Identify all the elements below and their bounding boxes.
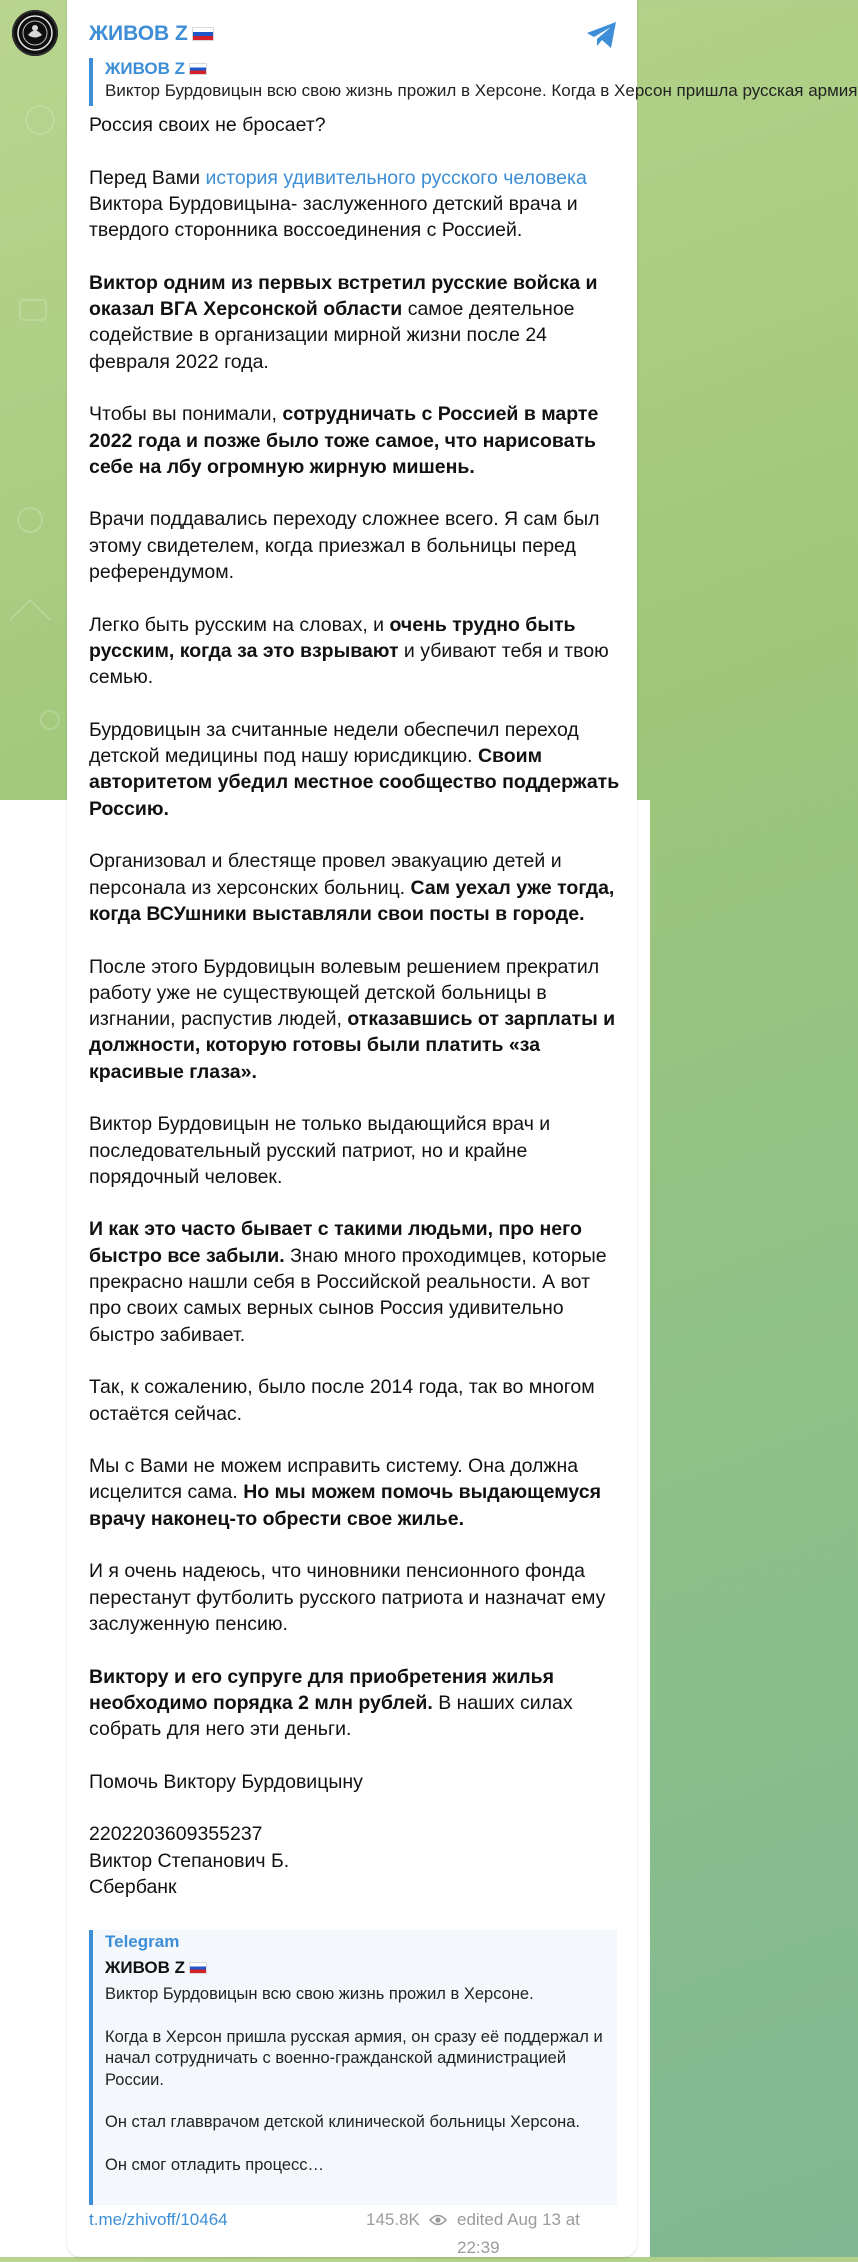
paragraph (89, 270, 625, 375)
preview-line: Он смог отладить процесс… (105, 2155, 325, 2174)
paragraph (89, 165, 625, 244)
paragraph (89, 1374, 625, 1427)
paragraph (89, 848, 625, 927)
bold-text: Своим авторитетом убедил местное сообщество поддержать Россию. (89, 745, 620, 820)
text: Виктор Бурдовицын не только выдающийся врач и последовательный русский патриот, но и крайне порядочный человек. (89, 1113, 551, 1188)
bold-text: Виктору и его супруге для приобретения жилья необходимо порядка 2 млн рублей. (89, 1665, 554, 1714)
paragraph (89, 1664, 625, 1743)
story-link[interactable]: история удивительного русского человека (205, 166, 587, 189)
text: самое деятельное содействие в организации мирной жизни после 24 февраля 2022 года. (89, 298, 575, 373)
reply-title-text: ЖИВОВ Z (105, 59, 186, 78)
text: Россия своих не бросает? (89, 114, 326, 136)
reply-text: Виктор Бурдовицын всю свою жизнь прожил в Херсоне. Когда в Херсон пришла русская армия (105, 81, 858, 100)
text: Перед Вами (89, 166, 206, 189)
paragraph (89, 612, 625, 691)
paragraph (89, 401, 625, 480)
paragraph (89, 717, 625, 822)
reply-title (105, 58, 617, 79)
text: Организовал и блестяще провел эвакуацию детей и персонала из херсонских больниц. (89, 850, 562, 899)
reply-quote[interactable] (89, 58, 858, 106)
card-number[interactable]: 2202203609355237 (89, 1823, 263, 1846)
post-link[interactable]: t.me/zhivoff/10464 (89, 2210, 228, 2229)
post-text (89, 112, 625, 1900)
text: Так, к сожалению, было после 2014 года, так во многом остаётся сейчас. (89, 1376, 595, 1425)
text: Врачи поддавались переходу сложнее всего. Я сам был этому свидетелем, когда приезжал в больницы перед референдумом. (89, 508, 600, 584)
bank-name: Сбербанк (89, 1875, 177, 1898)
bold-text: Сам уехал уже тогда, когда ВСУшники выставляли свои посты в городе. (89, 876, 615, 925)
text: В наших силах собрать для него эти деньги. (89, 1691, 573, 1741)
channel-avatar[interactable] (12, 10, 58, 56)
paragraph (89, 1558, 625, 1637)
paragraph (89, 506, 625, 585)
text: Легко быть русским на словах, и (89, 613, 390, 636)
paragraph (89, 1111, 625, 1190)
channel-name[interactable] (89, 22, 214, 46)
text: и убивают тебя и твою семью. (89, 639, 609, 689)
eye-icon (429, 2213, 447, 2227)
bold-text: отказавшись от зарплаты и должности, которую готовы были платить «за красивые глаза». (89, 1008, 616, 1083)
russian-flag-icon (189, 1962, 207, 1974)
edited-timestamp: edited Aug 13 at 22:39 (457, 2210, 580, 2257)
text: После этого Бурдовицын волевым решением прекратил работу уже не существующей детской больницы в изгнании, распустив людей, (89, 955, 600, 1031)
telegram-share-icon[interactable] (585, 20, 619, 50)
bold-text: Но мы можем помочь выдающемуся врачу наконец-то обрести свое жилье. (89, 1481, 601, 1530)
text: Бурдовицын за считанные недели обеспечил переход детской медицины под нашу юрисдикцию. (89, 718, 579, 768)
paragraph (89, 954, 625, 1085)
preview-title-text: ЖИВОВ Z (105, 1958, 186, 1977)
bold-text: И как это часто бывает с такими людьми, про него быстро все забыли. (89, 1218, 582, 1267)
paragraph (89, 112, 625, 138)
preview-title (105, 1956, 617, 1979)
bold-text: сотрудничать с Россией в марте 2022 года и позже было тоже самое, что нарисовать себе на лбу огромную жирную мишень. (89, 403, 599, 478)
bold-text: Виктор одним из первых встретил русские войска и оказал ВГА Херсонской области (89, 271, 598, 321)
text: Помочь Виктору Бурдовицыну (89, 1770, 363, 1793)
view-count: 145.8K (366, 2210, 420, 2229)
preview-line: Он стал главврачом детской клинической больницы Херсона. (105, 2113, 581, 2131)
preview-description (105, 1984, 617, 2176)
text: Виктора Бурдовицына- заслуженного детский врача и твердого сторонника воссоединения с Россией. (89, 192, 578, 242)
russian-flag-icon (192, 27, 214, 41)
text: Мы с Вами не можем исправить систему. Она должна исцелится сама. (89, 1455, 579, 1504)
paragraph (89, 1453, 625, 1532)
text: Чтобы вы понимали, (89, 403, 283, 426)
bold-text: очень трудно быть русским, когда за это взрывают (89, 613, 576, 662)
message-footer (89, 2206, 619, 2257)
preview-site: Telegram (105, 1932, 180, 1951)
paragraph (89, 1216, 625, 1347)
preview-line: Когда в Херсон пришла русская армия, он сразу её поддержал и начал сотрудничать с военно-гражданской администрацией России. (105, 2027, 603, 2089)
channel-name-text: ЖИВОВ Z (89, 22, 188, 45)
text: Знаю много проходимцев, которые прекрасно нашли себя в Российской реальности. А вот про своих самых верных сынов Россия удивительно быстро забивает. (89, 1244, 607, 1346)
preview-line: Виктор Бурдовицын всю свою жизнь прожил в Херсоне. (105, 1985, 534, 2003)
recipient-name: Виктор Степанович Б. (89, 1849, 290, 1872)
link-preview[interactable] (89, 1930, 617, 2205)
channel-logo-icon (15, 13, 55, 53)
russian-flag-icon (189, 63, 207, 75)
text: И я очень надеюсь, что чиновники пенсионного фонда перестанут футболить русского патриота и назначат ему заслуженную пенсию. (89, 1560, 606, 1635)
paragraph (89, 1769, 625, 1795)
message-bubble (67, 0, 858, 2257)
